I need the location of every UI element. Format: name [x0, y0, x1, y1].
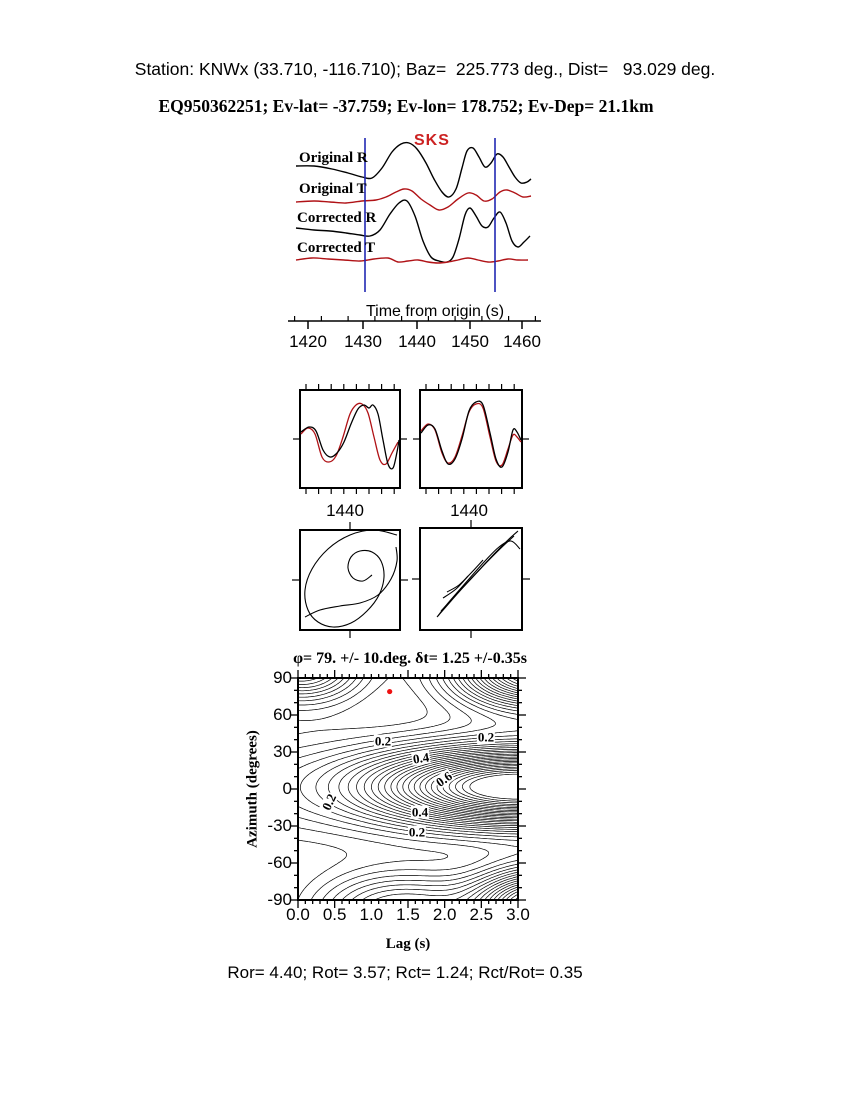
azimuth-tick-label: 60 [273, 705, 292, 724]
time-axis-label: Time from origin (s) [365, 303, 505, 320]
compare-panel-box-1 [420, 390, 522, 488]
time-tick-label: 1440 [398, 332, 436, 351]
trace-label-original-t: Original T [299, 181, 367, 197]
contour-level-label: 0.4 [411, 749, 431, 767]
azimuth-tick-label: 0 [282, 779, 292, 798]
phase-label-sks: SKS [414, 132, 450, 149]
azimuth-tick-label: -60 [267, 853, 292, 872]
result-stats: Ror= 4.40; Rot= 3.57; Rct= 1.24; Rct/Rot= 0.35 [227, 963, 583, 982]
lag-tick-label: 1.5 [396, 905, 420, 924]
waveform-trace-3 [296, 258, 528, 263]
particle-motion-path-1-1 [441, 536, 514, 611]
azimuth-tick-label: 30 [273, 742, 292, 761]
azimuth-tick-label: -90 [267, 890, 292, 909]
trace-label-corrected-t: Corrected T [297, 240, 376, 256]
contour-level-label: 0.2 [374, 733, 392, 749]
contour-frame [298, 678, 518, 900]
lag-tick-label: 0.0 [286, 905, 310, 924]
event-subtitle: EQ950362251; Ev-lat= -37.759; Ev-lon= 178.752; Ev-Dep= 21.1km [158, 96, 654, 116]
panel2-time-label: 1440 [450, 501, 488, 520]
particle-panel-box-0 [300, 530, 400, 630]
particle-motion-path-0-0 [305, 530, 397, 627]
contour-ylabel: Azimuth (degrees) [244, 730, 261, 848]
azimuth-tick-label: -30 [267, 816, 292, 835]
trace-label-original-r: Original R [299, 150, 368, 166]
particle-motion-path-1-2 [438, 541, 520, 616]
time-tick-label: 1450 [451, 332, 489, 351]
azimuth-tick-label: 90 [273, 668, 292, 687]
contour-title: φ= 79. +/- 10.deg. δt= 1.25 +/-0.35s [293, 650, 527, 667]
compare-panel-box-0 [300, 390, 400, 488]
page-title: Station: KNWx (33.710, -116.710); Baz= 225.773 deg., Dist= 93.029 deg. [134, 59, 716, 79]
lag-tick-label: 2.0 [432, 905, 457, 924]
time-tick-label: 1430 [344, 332, 382, 351]
contour-level-label: 0.2 [318, 791, 340, 813]
compare-trace-0-0 [301, 403, 398, 464]
contour-level-label: 0.4 [411, 804, 429, 820]
lag-tick-label: 2.5 [469, 905, 494, 924]
lag-tick-label: 1.0 [359, 905, 384, 924]
contour-xlabel: Lag (s) [385, 936, 431, 952]
time-tick-label: 1460 [503, 332, 541, 351]
lag-tick-label: 3.0 [506, 905, 530, 924]
lag-tick-label: 0.5 [322, 905, 347, 924]
time-tick-label: 1420 [289, 332, 327, 351]
panel1-time-label: 1440 [326, 501, 364, 520]
best-fit-dot [387, 689, 392, 694]
contour-lines [298, 678, 518, 900]
contour-level-label: 0.6 [433, 768, 455, 790]
contour-level-label: 0.2 [408, 824, 426, 840]
contour-level-label: 0.2 [477, 729, 495, 745]
trace-label-corrected-r: Corrected R [297, 210, 377, 226]
particle-motion-path-1-3 [447, 560, 483, 592]
